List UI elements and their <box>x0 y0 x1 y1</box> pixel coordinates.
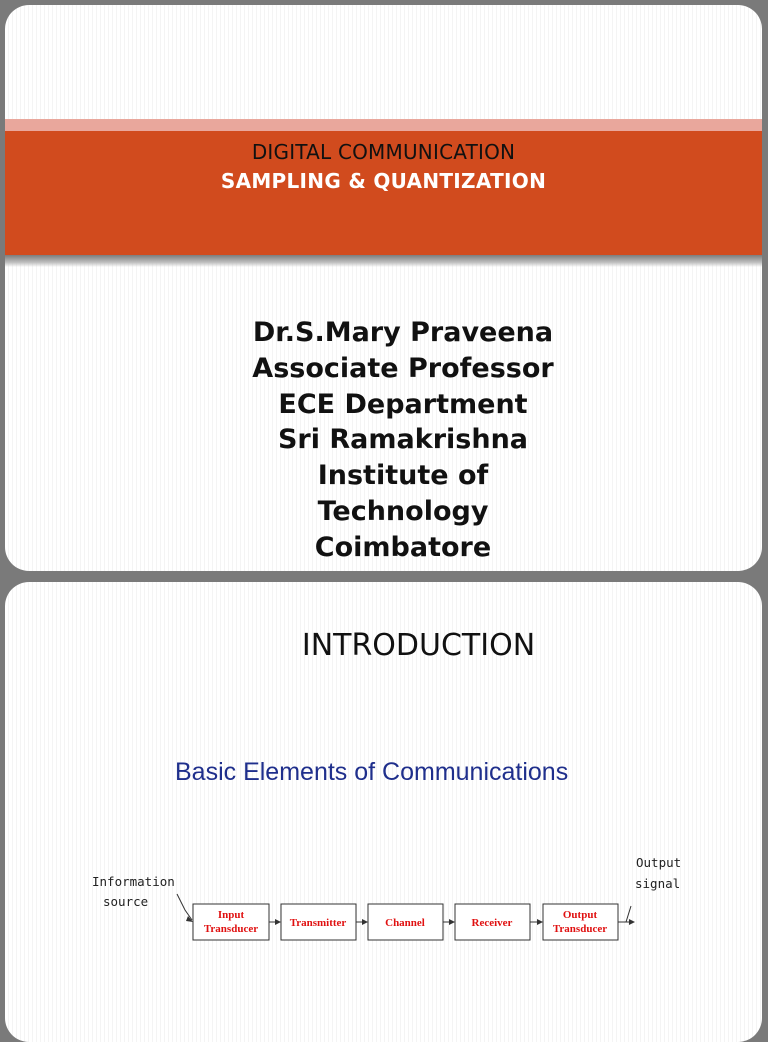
slide-subtitle: Basic Elements of Communications <box>175 758 569 786</box>
title-band-shadow <box>5 255 762 267</box>
block-receiver <box>455 904 530 940</box>
course-title: DIGITAL COMMUNICATION <box>251 140 516 164</box>
topic-title: SAMPLING & QUANTIZATION <box>220 169 547 193</box>
output-arrowhead <box>629 919 635 925</box>
block-diagram <box>5 582 762 1022</box>
arrowhead <box>275 919 281 925</box>
input-arrow <box>177 894 192 920</box>
block-channel <box>368 904 443 940</box>
author-line: Coimbatore <box>314 531 492 563</box>
introduction-slide <box>5 582 762 1042</box>
block-label: Transducer <box>203 923 259 935</box>
block-label: Output <box>562 909 598 921</box>
author-line: Technology <box>317 495 489 527</box>
author-line: Dr.S.Mary Praveena <box>252 317 554 348</box>
author-line: Institute of <box>317 460 489 492</box>
title-band-accent <box>5 119 762 131</box>
input-label-line2: source <box>103 894 149 909</box>
block-label: Channel <box>385 917 425 929</box>
author-line: Sri Ramakrishna <box>277 424 529 456</box>
slide-title: INTRODUCTION <box>301 628 536 663</box>
block-label: Receiver <box>471 917 513 929</box>
output-label-line2: signal <box>635 876 681 891</box>
block-label: Transducer <box>552 923 608 935</box>
title-slide <box>5 5 762 571</box>
author-line: Associate Professor <box>252 352 554 384</box>
block-label: Input <box>217 909 245 921</box>
block-input-transducer <box>193 904 269 940</box>
arrowhead <box>537 919 543 925</box>
block-label: Transmitter <box>289 917 347 929</box>
author-line: ECE Department <box>278 388 528 420</box>
block-output-transducer <box>543 904 618 940</box>
output-label-line1: Output <box>636 855 682 870</box>
arrowhead <box>449 919 455 925</box>
arrowhead <box>362 919 368 925</box>
block-transmitter <box>281 904 356 940</box>
author-block <box>155 315 651 566</box>
input-label-line1: Information <box>92 874 175 889</box>
